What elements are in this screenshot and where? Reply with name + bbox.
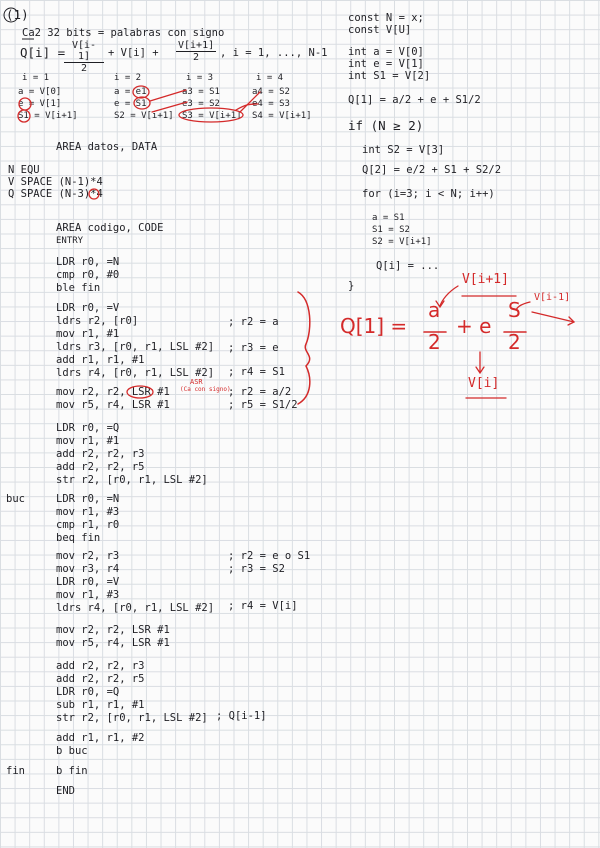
code-line: LDR r0, =Q xyxy=(56,686,120,698)
pseudo-line: S2 = V[i+1] xyxy=(372,237,432,247)
pseudo-line: } xyxy=(348,280,355,292)
data-decl-q: Q SPACE (N-3)*4 xyxy=(8,188,103,200)
code-line: add r2, r2, r3 xyxy=(56,448,145,460)
red-arrow-current-head xyxy=(476,367,484,373)
code-comment: ; r3 = S2 xyxy=(228,563,285,575)
pseudo-line: const V[U] xyxy=(348,24,412,36)
pseudo-line: for (i=3; i < N; i++) xyxy=(362,188,495,200)
trace-line: S3 = V[i+1] xyxy=(182,111,242,121)
code-line: add r1, r1, #1 xyxy=(56,354,145,366)
code-line: add r1, r1, #2 xyxy=(56,732,145,744)
red-label-prev: V[i-1] xyxy=(534,292,571,303)
code-area-directive: AREA codigo, CODE xyxy=(56,222,164,234)
code-line: add r2, r2, r3 xyxy=(56,660,145,672)
code-line: sub r1, r1, #1 xyxy=(56,699,145,711)
red-label-current: V[i] xyxy=(468,376,500,391)
trace-arrow xyxy=(150,90,186,101)
code-line: b fin xyxy=(56,765,88,777)
formula-term3: $\frac{V[i+1]}{2}$ xyxy=(178,40,215,63)
code-comment: ; r5 = S1/2 xyxy=(228,399,298,411)
formula-range: , i = 1, ..., N-1 xyxy=(220,47,328,59)
red-arrow-next xyxy=(440,286,458,306)
trace-line: a = e1 xyxy=(114,87,147,97)
code-comment: ; r2 = a xyxy=(228,316,279,328)
code-line: ldrs r2, [r0] xyxy=(56,315,139,327)
code-line: mov r1, #3 xyxy=(56,506,120,518)
code-line: ble fin xyxy=(56,282,101,294)
red-formula-lhs: Q[1] = xyxy=(340,314,408,338)
formula-lhs: Q[i] = xyxy=(20,45,66,60)
pseudo-line: Q[i] = ... xyxy=(376,260,440,272)
code-line: mov r3, r4 xyxy=(56,563,120,575)
code-line: cmp r0, #0 xyxy=(56,269,120,281)
trace-index: i = 2 xyxy=(114,73,142,83)
code-line: b buc xyxy=(56,745,88,757)
code-comment: ; r4 = S1 xyxy=(228,366,285,378)
pseudo-line: S1 = S2 xyxy=(372,225,410,235)
trace-line: a = V[0] xyxy=(18,87,62,97)
pseudo-line: int S1 = V[2] xyxy=(348,70,431,82)
trace-line: S4 = V[i+1] xyxy=(252,111,312,121)
pseudo-line: int e = V[1] xyxy=(348,58,424,70)
pseudo-line: a = S1 xyxy=(372,213,405,223)
data-decl-n: N EQU xyxy=(8,164,40,176)
code-line: str r2, [r0, r1, LSL #2] xyxy=(56,474,208,486)
data-area-directive: AREA datos, DATA xyxy=(56,141,158,153)
code-comment: ; r4 = V[i] xyxy=(228,600,298,612)
trace-line: S2 = V[i+1] xyxy=(114,111,174,121)
pseudo-line: const N = x; xyxy=(348,12,424,24)
trace-line: e = V[1] xyxy=(18,99,62,109)
code-line: LDR r0, =N xyxy=(56,493,120,505)
red-term-a-num: a xyxy=(428,298,441,322)
code-line: mov r2, r3 xyxy=(56,550,120,562)
code-line: LDR r0, =N xyxy=(56,256,120,268)
code-line: mov r5, r4, LSR #1 xyxy=(56,637,170,649)
trace-line: e = S1 xyxy=(114,99,147,109)
code-comment: ; r2 = e o S1 xyxy=(228,550,311,562)
code-end: END xyxy=(56,785,75,797)
problem-number: (1) xyxy=(6,7,29,22)
trace-line: S1 = V[i+1] xyxy=(18,111,78,121)
code-comment: ; r3 = e xyxy=(228,342,279,354)
formula-middle: + V[i] + xyxy=(108,47,159,59)
code-line: ldrs r3, [r0, r1, LSL #2] xyxy=(56,341,215,353)
trace-index: i = 1 xyxy=(22,73,50,83)
red-arrow-prev xyxy=(532,312,574,322)
pseudo-line: int S2 = V[3] xyxy=(362,144,445,156)
code-line: str r2, [r0, r1, LSL #2] xyxy=(56,712,208,724)
pseudo-line: Q[2] = e/2 + S1 + S2/2 xyxy=(362,164,502,176)
trace-index: i = 4 xyxy=(256,73,284,83)
formula-term1: $\frac{V[i-1]}{2}$ xyxy=(64,40,104,74)
code-line: mov r1, #1 xyxy=(56,328,120,340)
code-line: LDR r0, =Q xyxy=(56,422,120,434)
code-line: mov r1, #3 xyxy=(56,589,120,601)
trace-line: a3 = S1 xyxy=(182,87,220,97)
data-decl-v: V SPACE (N-1)*4 xyxy=(8,176,103,188)
trace-line: e4 = S3 xyxy=(252,99,290,109)
red-term-a-den: 2 xyxy=(428,330,441,354)
code-line: mov r2, r2, LSR #1 xyxy=(56,624,170,636)
red-arrow-prev-head xyxy=(568,317,574,325)
pseudo-line: if (N ≥ 2) xyxy=(348,118,424,133)
trace-index: i = 3 xyxy=(186,73,214,83)
code-line: mov r1, #1 xyxy=(56,435,120,447)
red-term-e: + e xyxy=(456,314,492,338)
code-brace xyxy=(298,292,310,404)
pseudo-line: int a = V[0] xyxy=(348,46,424,58)
code-line: add r2, r2, r5 xyxy=(56,673,145,685)
pseudo-line: Q[1] = a/2 + e + S1/2 xyxy=(348,94,481,106)
red-label-next: V[i+1] xyxy=(462,272,509,287)
fin-label: fin xyxy=(6,765,25,777)
trace-line: e3 = S2 xyxy=(182,99,220,109)
code-line: LDR r0, =V xyxy=(56,302,120,314)
loop-label: buc xyxy=(6,493,25,505)
code-line: ldrs r4, [r0, r1, LSL #2] xyxy=(56,367,215,379)
trace-line: a4 = S2 xyxy=(252,87,290,97)
code-line: add r2, r2, r5 xyxy=(56,461,145,473)
code-line: beq fin xyxy=(56,532,101,544)
code-line: cmp r1, r0 xyxy=(56,519,120,531)
code-line: mov r5, r4, LSR #1 xyxy=(56,399,170,411)
code-line: ldrs r4, [r0, r1, LSL #2] xyxy=(56,602,215,614)
asr-note: ASR xyxy=(190,378,203,386)
code-comment: ; Q[i-1] xyxy=(216,710,267,722)
problem-statement: Ca2 32 bits = palabras con signo xyxy=(22,27,225,39)
code-line: LDR r0, =V xyxy=(56,576,120,588)
code-entry: ENTRY xyxy=(56,236,84,246)
asr-note-detail: (Ca con signo) xyxy=(180,386,231,393)
code-comment: ; r2 = a/2 xyxy=(228,386,292,398)
red-term-s-den: 2 xyxy=(508,330,521,354)
red-term-s-num: S xyxy=(508,298,521,322)
code-line: mov r2, r2, LSR #1 xyxy=(56,386,170,398)
